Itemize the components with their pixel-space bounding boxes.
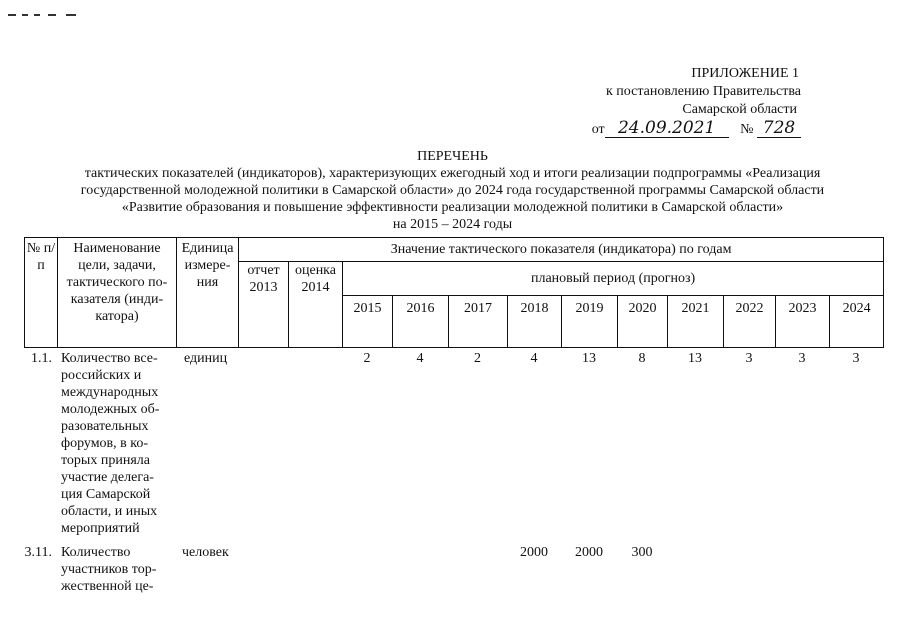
header-name: Наименование цели, задачи, тактического показателя (индикатора) bbox=[58, 238, 177, 348]
value-cell: 4 bbox=[416, 351, 424, 366]
year-cell: 2024 bbox=[830, 296, 884, 348]
row-name-line: торых приняла bbox=[61, 453, 150, 468]
row-name-line: форумов, в ко- bbox=[61, 436, 149, 451]
row-name-line: разовательных bbox=[61, 419, 149, 434]
appendix-line2: к постановлению Правительства bbox=[605, 84, 801, 99]
document-heading bbox=[0, 148, 905, 233]
scan-mark bbox=[34, 14, 40, 16]
indicator-table-header bbox=[24, 237, 884, 348]
value-cell: 13 bbox=[688, 351, 702, 366]
heading-line2: государственной молодежной политики в Самарской области» до 2024 года государственной программы Самарской области bbox=[80, 183, 825, 198]
appendix-line3: Самарской области bbox=[682, 102, 797, 117]
row-name-line: ция Самарской bbox=[61, 487, 151, 502]
row-name-line: жественной це- bbox=[61, 579, 154, 594]
value-cell: 13 bbox=[582, 351, 596, 366]
heading-line1: тактических показателей (индикаторов), характеризующих ежегодный ход и итоги реализации подпрограммы «Реализация bbox=[84, 166, 821, 181]
row-name-line: Количество bbox=[61, 545, 131, 560]
year-cell: 2016 bbox=[393, 296, 449, 348]
value-cell: 2000 bbox=[575, 545, 603, 560]
year-cell: 2015 bbox=[343, 296, 393, 348]
value-cell: 3 bbox=[798, 351, 806, 366]
indicator-table-body bbox=[24, 350, 884, 604]
header-estimate: оценка 2014 bbox=[289, 262, 343, 348]
year-cell: 2018 bbox=[508, 296, 562, 348]
heading-line3: «Развитие образования и повышение эффективности реализации молодежной политики в Самарской области» bbox=[121, 200, 784, 215]
value-cell: 8 bbox=[638, 351, 646, 366]
scan-mark bbox=[66, 14, 76, 16]
header-plan: плановый период (прогноз) bbox=[343, 262, 884, 296]
row-num: 1.1. bbox=[31, 351, 52, 366]
table-row bbox=[24, 544, 884, 604]
heading-line4: на 2015 – 2024 годы bbox=[392, 217, 513, 232]
row-name-line: международных bbox=[61, 385, 159, 400]
row-name-line: российских и bbox=[61, 368, 142, 383]
row-name-line: мероприятий bbox=[61, 521, 140, 536]
value-cell: 2 bbox=[363, 351, 371, 366]
year-cell: 2022 bbox=[724, 296, 776, 348]
row-name-line: области, и иных bbox=[61, 504, 158, 519]
row-num: 3.11. bbox=[24, 545, 52, 560]
table-row bbox=[24, 350, 884, 544]
row-name bbox=[61, 544, 176, 595]
row-unit: человек bbox=[182, 545, 229, 560]
row-name-line: Количество все- bbox=[61, 351, 158, 366]
row-name-line: участников тор- bbox=[61, 562, 157, 577]
number-label: № bbox=[740, 122, 754, 137]
row-unit: единиц bbox=[184, 351, 228, 366]
value-cell: 2000 bbox=[520, 545, 548, 560]
row-name-line: участие делега- bbox=[61, 470, 154, 485]
value-cell: 300 bbox=[631, 545, 653, 560]
appendix-block bbox=[541, 65, 801, 139]
scan-mark bbox=[48, 14, 56, 16]
value-cell: 4 bbox=[530, 351, 538, 366]
row-name-line: молодежных об- bbox=[61, 402, 160, 417]
heading-title: ПЕРЕЧЕНЬ bbox=[417, 149, 488, 164]
year-cell: 2017 bbox=[449, 296, 508, 348]
appendix-date: 24.09.2021 bbox=[605, 119, 729, 138]
scan-mark bbox=[8, 14, 16, 16]
scan-mark bbox=[22, 14, 28, 16]
year-cell: 2023 bbox=[776, 296, 830, 348]
value-cell: 3 bbox=[745, 351, 753, 366]
header-num: № п/п bbox=[25, 238, 58, 348]
value-cell: 2 bbox=[474, 351, 481, 366]
appendix-number: 728 bbox=[757, 119, 801, 138]
year-cell: 2021 bbox=[668, 296, 724, 348]
value-cell: 3 bbox=[852, 351, 860, 366]
row-name bbox=[61, 350, 176, 537]
header-unit: Единица измерения bbox=[177, 238, 239, 348]
year-cell: 2019 bbox=[562, 296, 618, 348]
appendix-title: ПРИЛОЖЕНИЕ 1 bbox=[691, 66, 799, 81]
header-report: отчет 2013 bbox=[239, 262, 289, 348]
from-label: от bbox=[591, 122, 605, 137]
header-values: Значение тактического показателя (индикатора) по годам bbox=[239, 238, 884, 262]
appendix-date-line bbox=[541, 119, 801, 139]
year-cell: 2020 bbox=[618, 296, 668, 348]
